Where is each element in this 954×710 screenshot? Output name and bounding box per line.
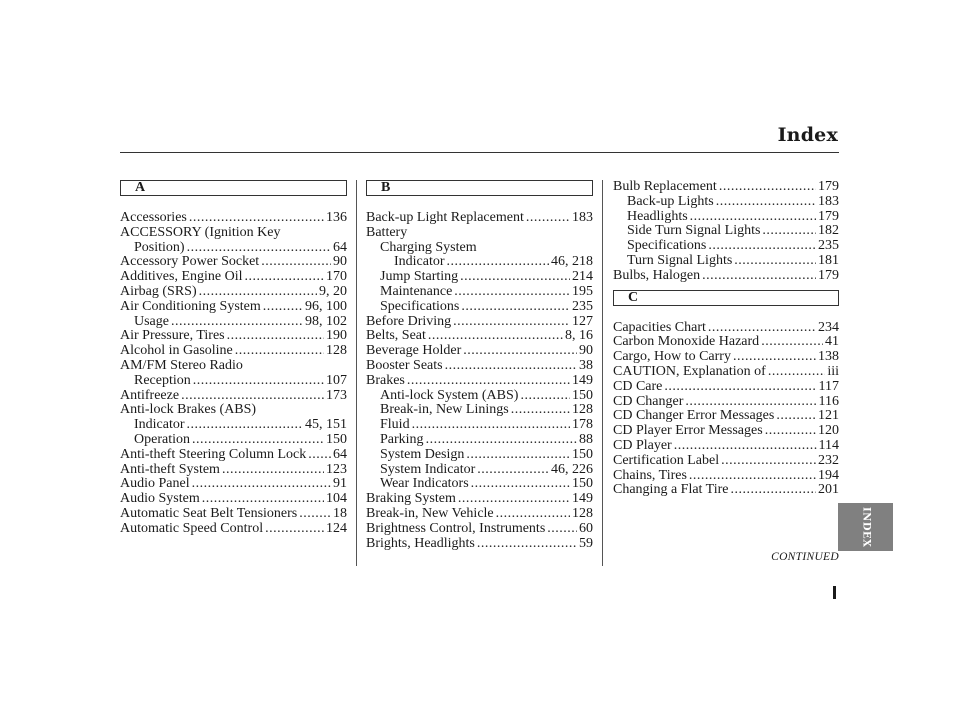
- index-entry[interactable]: [366, 359, 593, 374]
- index-entry[interactable]: [120, 344, 347, 359]
- entry-term: Jump Starting: [380, 269, 459, 285]
- entry-term: Specifications: [380, 298, 460, 314]
- entry-page-ref: 91: [333, 476, 347, 492]
- leader-dots: [460, 270, 570, 285]
- leader-dots: [762, 224, 816, 239]
- entry-page-ref: 235: [818, 238, 839, 254]
- index-entry[interactable]: [366, 255, 593, 270]
- index-entry[interactable]: [120, 359, 347, 374]
- index-column-1: [120, 180, 347, 537]
- entry-page-ref: 138: [818, 349, 839, 365]
- entry-page-ref: 41: [825, 334, 839, 350]
- leader-dots: [308, 448, 331, 463]
- leader-dots: [466, 448, 570, 463]
- index-entry[interactable]: [120, 389, 347, 404]
- entry-term: System Indicator: [380, 461, 476, 477]
- entry-term: Additives, Engine Oil: [120, 269, 243, 285]
- index-entry[interactable]: [120, 403, 347, 418]
- leader-dots: [187, 418, 303, 433]
- index-entry[interactable]: [120, 315, 347, 330]
- leader-dots: [181, 389, 324, 404]
- entry-term: Booster Seats: [366, 357, 443, 373]
- section-letter-b: B: [366, 180, 593, 196]
- entry-page-ref: 201: [818, 482, 839, 498]
- leader-dots: [664, 380, 816, 395]
- leader-dots: [189, 211, 324, 226]
- entry-term: Accessories: [120, 210, 187, 225]
- leader-dots: [731, 483, 816, 498]
- leader-dots: [447, 255, 549, 270]
- side-tab-label: INDEX: [860, 506, 872, 548]
- index-entry[interactable]: [366, 418, 593, 433]
- leader-dots: [708, 239, 816, 254]
- entry-page-ref: 214: [572, 269, 593, 285]
- entry-page-ref: 195: [572, 283, 593, 299]
- index-entry[interactable]: [613, 483, 839, 498]
- entry-term: Turn Signal Lights: [627, 252, 733, 268]
- entry-term: Back-up Lights: [627, 193, 714, 209]
- entry-term: Charging System: [380, 239, 477, 255]
- entry-term: Belts, Seat: [366, 328, 426, 344]
- entry-page-ref: 46, 226: [551, 461, 593, 477]
- index-entry[interactable]: [613, 350, 839, 365]
- leader-dots: [761, 335, 823, 350]
- index-entry[interactable]: [613, 335, 839, 350]
- leader-dots: [227, 329, 324, 344]
- entry-page-ref: 150: [572, 387, 593, 403]
- entry-term: Indicator: [134, 417, 185, 433]
- entry-page-ref: 182: [818, 223, 839, 239]
- index-entry[interactable]: [366, 492, 593, 507]
- section-letter-c: C: [613, 290, 839, 306]
- entry-term: Parking: [380, 431, 424, 447]
- leader-dots: [187, 241, 331, 256]
- leader-dots: [721, 454, 816, 469]
- leader-dots: [261, 255, 331, 270]
- entry-term: Before Driving: [366, 313, 452, 329]
- entry-term: Maintenance: [380, 283, 453, 299]
- index-entry[interactable]: [366, 211, 593, 226]
- entry-page-ref: 150: [572, 446, 593, 462]
- index-entry[interactable]: [120, 285, 347, 300]
- entry-page-ref: 88: [579, 431, 593, 447]
- leader-dots: [202, 492, 324, 507]
- entry-term: Anti-lock Brakes (ABS): [120, 402, 257, 418]
- entry-term: Side Turn Signal Lights: [627, 223, 761, 239]
- index-entry[interactable]: [613, 365, 839, 380]
- index-entry[interactable]: [613, 409, 839, 424]
- entry-page-ref: 98, 102: [305, 313, 347, 329]
- index-entry[interactable]: [366, 270, 593, 285]
- entry-page-ref: 128: [572, 505, 593, 521]
- leader-dots: [496, 507, 570, 522]
- leader-dots: [776, 409, 816, 424]
- entry-term: CD Care: [613, 378, 663, 394]
- entry-term: Reception: [134, 372, 191, 388]
- index-entry[interactable]: [366, 403, 593, 418]
- entry-page-ref: 181: [818, 252, 839, 268]
- index-entry[interactable]: [120, 374, 347, 389]
- entry-term: Accessory Power Socket: [120, 254, 260, 270]
- leader-dots: [702, 269, 816, 284]
- leader-dots: [412, 418, 570, 433]
- entry-term: Beverage Holder: [366, 343, 462, 359]
- leader-dots: [674, 439, 817, 454]
- index-entry[interactable]: [366, 477, 593, 492]
- index-entry[interactable]: [366, 344, 593, 359]
- entry-term: CD Player Error Messages: [613, 423, 763, 439]
- index-entry[interactable]: [613, 269, 839, 284]
- section-letter-a: A: [120, 180, 347, 196]
- entry-page-ref: 90: [333, 254, 347, 270]
- index-entry[interactable]: [366, 448, 593, 463]
- entry-page-ref: 114: [818, 437, 839, 453]
- entry-term: Brights, Headlights: [366, 535, 475, 551]
- leader-dots: [265, 522, 324, 537]
- index-entry[interactable]: [120, 241, 347, 256]
- entry-page-ref: 235: [572, 298, 593, 314]
- page-number: [833, 586, 836, 599]
- entry-term: Braking System: [366, 491, 456, 507]
- entry-term: Brightness Control, Instruments: [366, 520, 546, 536]
- entry-page-ref: 90: [579, 343, 593, 359]
- entry-term: Alcohol in Gasoline: [120, 343, 233, 359]
- entry-term: Back-up Light Replacement: [366, 210, 524, 225]
- leader-dots: [520, 389, 570, 404]
- entry-term: Anti-theft Steering Column Lock: [120, 446, 307, 462]
- index-entry[interactable]: [366, 522, 593, 537]
- leader-dots: [765, 424, 816, 439]
- entry-page-ref: 178: [572, 417, 593, 433]
- leader-dots: [199, 285, 317, 300]
- index-entry[interactable]: [120, 226, 347, 241]
- entry-term: Usage: [134, 313, 169, 329]
- entry-term: Automatic Seat Belt Tensioners: [120, 505, 298, 521]
- entry-page-ref: 149: [572, 491, 593, 507]
- index-entry[interactable]: [366, 537, 593, 552]
- entry-term: Cargo, How to Carry: [613, 349, 731, 365]
- entry-page-ref: 120: [818, 423, 839, 439]
- index-entry[interactable]: [366, 389, 593, 404]
- entry-term: Air Pressure, Tires: [120, 328, 225, 344]
- entry-term: Chains, Tires: [613, 467, 687, 483]
- index-column-2: [366, 180, 593, 551]
- leader-dots: [477, 463, 549, 478]
- leader-dots: [511, 403, 570, 418]
- leader-dots: [407, 374, 570, 389]
- entry-term: Automatic Speed Control: [120, 520, 264, 536]
- entry-page-ref: 60: [579, 520, 593, 536]
- entry-page-ref: 128: [326, 343, 347, 359]
- index-entry[interactable]: [120, 492, 347, 507]
- entry-term: Fluid: [380, 417, 410, 433]
- index-entry[interactable]: [120, 477, 347, 492]
- entry-page-ref: 179: [818, 267, 839, 283]
- index-entry[interactable]: [366, 315, 593, 330]
- entry-term: Headlights: [627, 208, 688, 224]
- entry-page-ref: 150: [326, 431, 347, 447]
- entry-term: Battery: [366, 224, 408, 240]
- entry-page-ref: 116: [818, 393, 839, 409]
- entry-page-ref: 107: [326, 372, 347, 388]
- leader-dots: [734, 254, 816, 269]
- entry-term: Airbag (SRS): [120, 283, 197, 299]
- index-side-tab[interactable]: [838, 503, 893, 551]
- entry-page-ref: 117: [818, 378, 839, 394]
- entry-term: Anti-theft System: [120, 461, 220, 477]
- leader-dots: [263, 300, 303, 315]
- leader-dots: [477, 537, 577, 552]
- leader-dots: [719, 180, 816, 195]
- entry-page-ref: 179: [818, 179, 839, 194]
- leader-dots: [445, 359, 577, 374]
- index-entry[interactable]: [120, 418, 347, 433]
- entry-page-ref: 149: [572, 372, 593, 388]
- leader-dots: [471, 477, 570, 492]
- entry-term: CD Player: [613, 437, 672, 453]
- index-entry[interactable]: [120, 463, 347, 478]
- entry-page-ref: 124: [326, 520, 347, 536]
- entry-term: CD Changer: [613, 393, 684, 409]
- leader-dots: [192, 433, 324, 448]
- entry-page-ref: 179: [818, 208, 839, 224]
- leader-dots: [733, 350, 816, 365]
- leader-dots: [426, 433, 577, 448]
- title-rule: [120, 152, 839, 153]
- entry-term: Position): [134, 239, 185, 255]
- entry-term: Break-in, New Vehicle: [366, 505, 494, 521]
- index-entry[interactable]: [120, 433, 347, 448]
- leader-dots: [716, 195, 816, 210]
- leader-dots: [299, 507, 331, 522]
- entry-term: CAUTION, Explanation of: [613, 363, 766, 379]
- index-entry[interactable]: [366, 241, 593, 256]
- leader-dots: [192, 477, 331, 492]
- entry-page-ref: 136: [326, 210, 347, 225]
- entry-term: Carbon Monoxide Hazard: [613, 334, 760, 350]
- entry-term: Anti-lock System (ABS): [380, 387, 519, 403]
- index-entry[interactable]: [613, 380, 839, 395]
- entry-page-ref: 183: [572, 210, 593, 225]
- index-entry[interactable]: [366, 226, 593, 241]
- entry-page-ref: 194: [818, 467, 839, 483]
- entry-page-ref: 8, 16: [565, 328, 593, 344]
- entry-term: Audio System: [120, 491, 200, 507]
- index-entry[interactable]: [120, 448, 347, 463]
- index-entry[interactable]: [366, 374, 593, 389]
- entry-page-ref: 64: [333, 446, 347, 462]
- index-entry[interactable]: [613, 210, 839, 225]
- index-entry[interactable]: [120, 522, 347, 537]
- leader-dots: [458, 492, 570, 507]
- index-entry[interactable]: [613, 424, 839, 439]
- entry-term: Certification Label: [613, 452, 720, 468]
- entry-page-ref: 104: [326, 491, 347, 507]
- entry-term: Specifications: [627, 238, 707, 254]
- leader-dots: [193, 374, 324, 389]
- entry-page-ref: 96, 100: [305, 298, 347, 314]
- entry-page-ref: 59: [579, 535, 593, 551]
- entry-page-ref: 121: [818, 408, 839, 424]
- entry-page-ref: 170: [326, 269, 347, 285]
- entry-page-ref: 64: [333, 239, 347, 255]
- index-entry[interactable]: [120, 329, 347, 344]
- entry-term: Changing a Flat Tire: [613, 482, 729, 498]
- index-entry[interactable]: [613, 180, 839, 195]
- entry-term: Brakes: [366, 372, 405, 388]
- index-entry[interactable]: [613, 224, 839, 239]
- leader-dots: [526, 211, 570, 226]
- entry-term: CD Changer Error Messages: [613, 408, 775, 424]
- index-entry[interactable]: [120, 211, 347, 226]
- index-entry[interactable]: [120, 270, 347, 285]
- entry-term: Air Conditioning System: [120, 298, 261, 314]
- entry-term: Bulb Replacement: [613, 179, 717, 194]
- entry-page-ref: 46, 218: [551, 254, 593, 270]
- index-column-3: [613, 180, 839, 498]
- entry-page-ref: 190: [326, 328, 347, 344]
- leader-dots: [690, 210, 816, 225]
- leader-dots: [235, 344, 324, 359]
- leader-dots: [685, 395, 816, 410]
- index-entry[interactable]: [366, 300, 593, 315]
- index-entry[interactable]: [613, 239, 839, 254]
- index-entry[interactable]: [613, 195, 839, 210]
- leader-dots: [453, 315, 570, 330]
- column-divider: [602, 180, 603, 566]
- entry-term: ACCESSORY (Ignition Key: [120, 224, 281, 240]
- entry-term: System Design: [380, 446, 465, 462]
- index-entry[interactable]: [366, 433, 593, 448]
- entry-term: Wear Indicators: [380, 476, 469, 492]
- entry-page-ref: 150: [572, 476, 593, 492]
- entry-page-ref: 173: [326, 387, 347, 403]
- entry-term: AM/FM Stereo Radio: [120, 357, 243, 373]
- entry-term: Antifreeze: [120, 387, 180, 403]
- entry-page-ref: 127: [572, 313, 593, 329]
- column-divider: [356, 180, 357, 566]
- entry-page-ref: 123: [326, 461, 347, 477]
- entry-page-ref: 9, 20: [319, 283, 347, 299]
- index-entry[interactable]: [613, 395, 839, 410]
- leader-dots: [547, 522, 577, 537]
- leader-dots: [463, 344, 577, 359]
- entry-page-ref: 183: [818, 193, 839, 209]
- entry-term: Break-in, New Linings: [380, 402, 509, 418]
- leader-dots: [768, 365, 826, 380]
- index-entry[interactable]: [366, 507, 593, 522]
- entry-page-ref: 38: [579, 357, 593, 373]
- entry-term: Bulbs, Halogen: [613, 267, 701, 283]
- leader-dots: [245, 270, 325, 285]
- page-title: Index: [777, 124, 838, 146]
- leader-dots: [428, 329, 563, 344]
- entry-page-ref: 232: [818, 452, 839, 468]
- entry-page-ref: iii: [827, 363, 839, 379]
- index-entry[interactable]: [366, 285, 593, 300]
- leader-dots: [708, 321, 816, 336]
- index-entry[interactable]: [366, 463, 593, 478]
- index-entry[interactable]: [613, 321, 839, 336]
- leader-dots: [461, 300, 570, 315]
- continued-note: CONTINUED: [771, 551, 839, 563]
- index-entry[interactable]: [613, 454, 839, 469]
- entry-term: Capacities Chart: [613, 319, 706, 335]
- entry-page-ref: 18: [333, 505, 347, 521]
- leader-dots: [454, 285, 570, 300]
- index-entry[interactable]: [366, 329, 593, 344]
- entry-term: Indicator: [394, 254, 445, 270]
- entry-page-ref: 128: [572, 402, 593, 418]
- entry-page-ref: 234: [818, 319, 839, 335]
- entry-term: Operation: [134, 431, 190, 447]
- index-entry[interactable]: [120, 300, 347, 315]
- leader-dots: [222, 463, 324, 478]
- index-entry[interactable]: [120, 255, 347, 270]
- leader-dots: [171, 315, 303, 330]
- index-entry[interactable]: [613, 254, 839, 269]
- index-entry[interactable]: [120, 507, 347, 522]
- leader-dots: [689, 469, 816, 484]
- index-entry[interactable]: [613, 439, 839, 454]
- index-entry[interactable]: [613, 469, 839, 484]
- entry-term: Audio Panel: [120, 476, 190, 492]
- entry-page-ref: 45, 151: [305, 417, 347, 433]
